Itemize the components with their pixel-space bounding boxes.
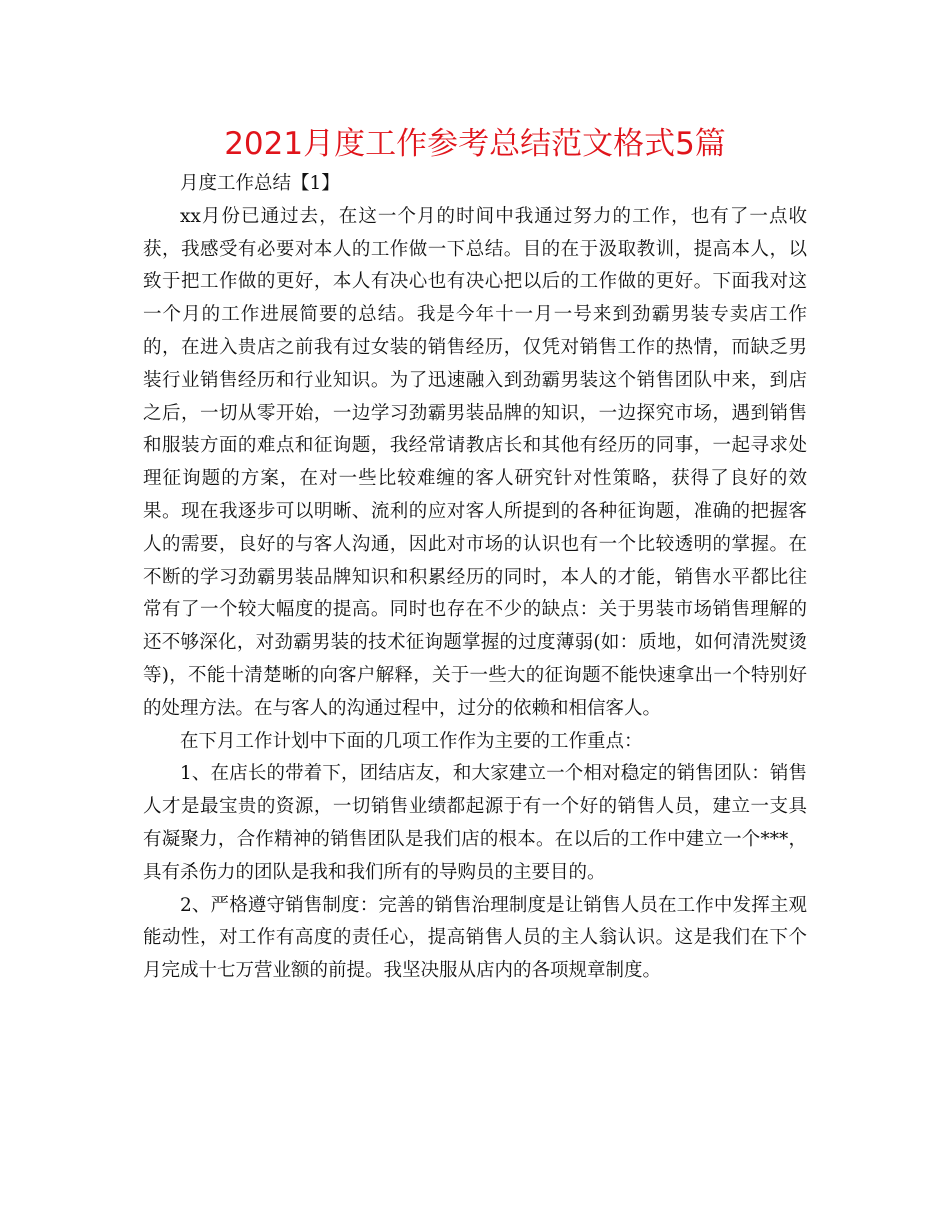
body-paragraph: 2、严格遵守销售制度：完善的销售治理制度是让销售人员在工作中发挥主观能动性，对工作有高度的责任心，提高销售人员的主人翁认识。这是我们在下个月完成十七万营业额的前提。我坚决服从店内的各项规章制度。	[143, 894, 807, 982]
document-title: 2021月度工作参考总结范文格式5篇	[224, 126, 726, 162]
document-body	[143, 168, 807, 988]
body-paragraph: xx月份已通过去，在这一个月的时间中我通过努力的工作，也有了一点收获，我感受有必要对本人的工作做一下总结。目的在于汲取教训，提高本人，以致于把工作做的更好，本人有决心也有决心把以后的工作做的更好。下面我对这一个月的工作进展简要的总结。我是今年十一月一号来到劲霸男装专卖店工作的，在进入贵店之前我有过女装的销售经历，仅凭对销售工作的热情，而缺乏男装行业销售经历和行业知识。为了迅速融入到劲霸男装这个销售团队中来，到店之后，一切从零开始，一边学习劲霸男装品牌的知识，一边探究市场，遇到销售和服装方面的难点和征询题，我经常请教店长和其他有经历的同事，一起寻求处理征询题的方案，在对一些比较难缠的客人研究针对性策略，获得了良好的效果。现在我逐步可以明晰、流利的应对客人所提到的各种征询题，准确的把握客人的需要，良好的与客人沟通，因此对市场的认识也有一个比较透明的掌握。在不断的学习劲霸男装品牌知识和积累经历的同时，本人的才能，销售水平都比往常有了一个较大幅度的提高。同时也存在不少的缺点：关于男装市场销售理解的还不够深化，对劲霸男装的技术征询题掌握的过度薄弱(如：质地，如何清洗熨烫等)，不能十清楚晰的向客户解释，关于一些大的征询题不能快速拿出一个特别好的处理方法。在与客人的沟通过程中，过分的依赖和相信客人。	[143, 205, 807, 719]
body-paragraph: 在下月工作计划中下面的几项工作作为主要的工作重点：	[180, 730, 643, 752]
section-heading: 月度工作总结【1】	[180, 173, 340, 194]
body-paragraph: 1、在店长的带着下，团结店友，和大家建立一个相对稳定的销售团队：销售人才是最宝贵的资源，一切销售业绩都起源于有一个好的销售人员，建立一支具有凝聚力，合作精神的销售团队是我们店的根本。在以后的工作中建立一个***，具有杀伤力的团队是我和我们所有的导购员的主要目的。	[143, 763, 807, 883]
